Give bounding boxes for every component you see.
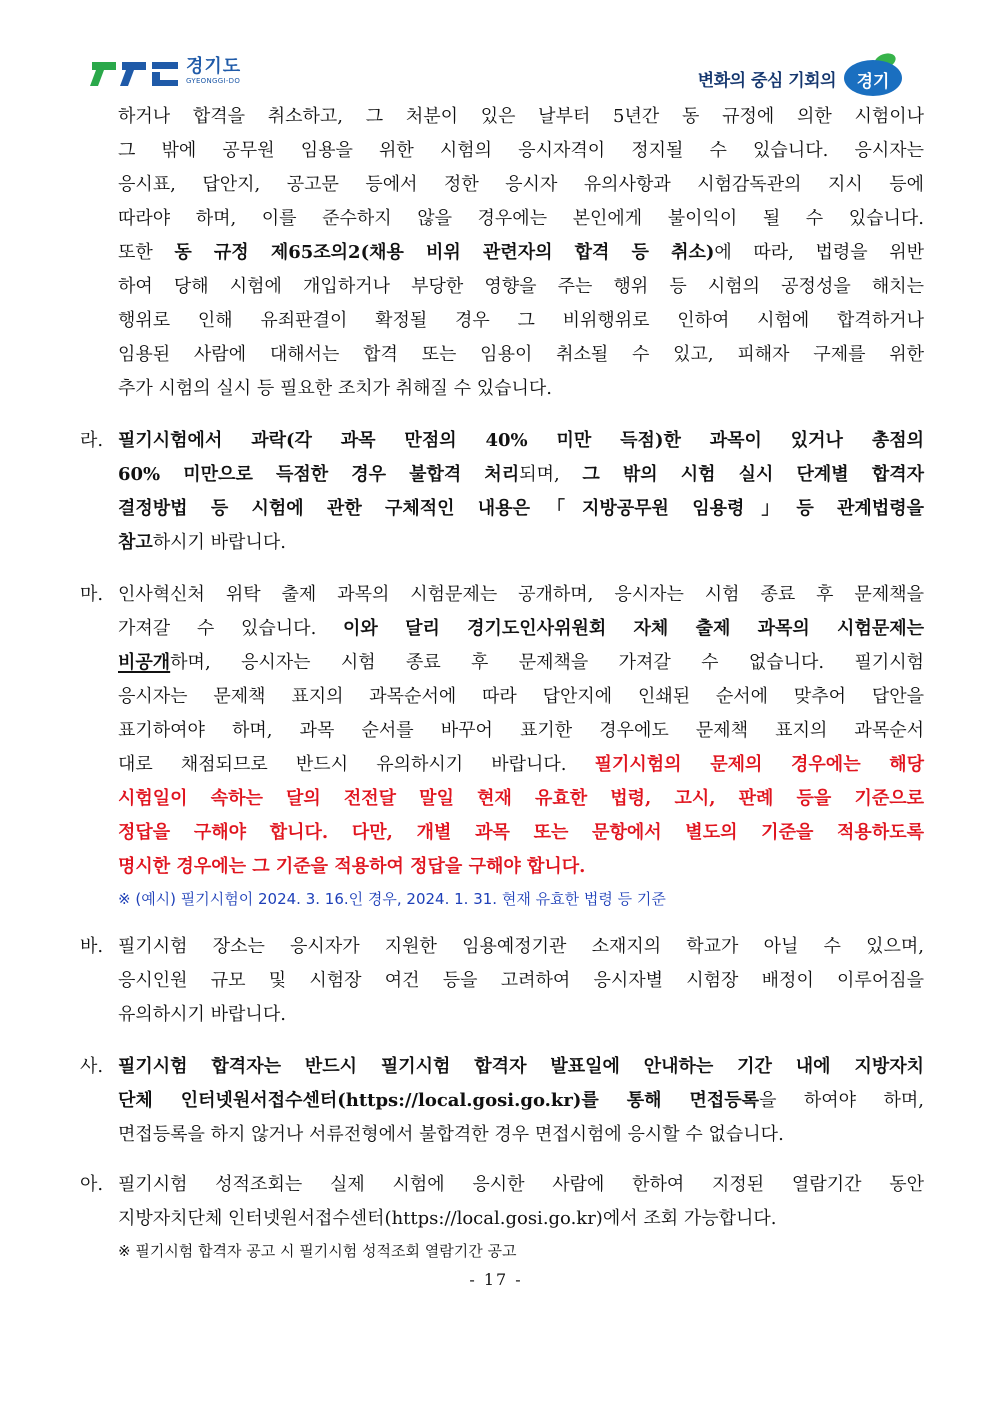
bold-text: 단체 인터넷원서접수센터(https://local.gosi.go.kr)를 통해 면접등록 [118, 1090, 760, 1111]
item-marker: 아. [80, 1174, 104, 1195]
text-line: 따라야 하며, 이를 준수하지 않을 경우에는 본인에게 불이익이 될 수 있습니다. [118, 208, 924, 229]
document-body [80, 100, 924, 1266]
item-ma [80, 578, 924, 884]
text-line: 임용된 사람에 대해서는 합격 또는 임용이 취소될 수 있고, 피해자 구제를 위한 [118, 344, 924, 365]
red-emphasis-line: 정답을 구해야 합니다. 다만, 개별 과목 또는 문항에서 별도의 기준을 적용하도록 [118, 822, 924, 843]
text-line: 인사혁신처 위탁 출제 과목의 시험문제는 공개하며, 응시자는 시험 종료 후 문제책을 [118, 584, 924, 605]
text-line [118, 1084, 924, 1118]
bold-text: 60% 미만으로 득점한 경우 불합격 처리 [118, 464, 520, 485]
text-line [118, 236, 924, 270]
text-span: 가져갈 수 있습니다. [118, 618, 344, 639]
logo-english-text: GYEONGGI-DO [186, 77, 241, 85]
text-line: 표기하여야 하며, 과목 순서를 바꾸어 표기한 경우에도 문제책 표지의 과목순서 [118, 720, 924, 741]
text-line [118, 458, 924, 492]
item-marker: 라. [80, 430, 104, 451]
notice-note: ※ 필기시험 합격자 공고 시 필기시험 성적조회 열람기간 공고 [118, 1242, 517, 1260]
text-line: 필기시험 합격자는 반드시 필기시험 합격자 발표일에 안내하는 기간 내에 지방자치 [118, 1056, 924, 1077]
text-span: 또한 [118, 242, 175, 263]
text-line: 면접등록을 하지 않거나 서류전형에서 불합격한 경우 면접시험에 응시할 수 없습니다. [118, 1124, 784, 1145]
item-marker: 마. [80, 584, 104, 605]
gyeonggi-logo [90, 58, 241, 90]
example-note: ※ (예시) 필기시험이 2024. 3. 16.인 경우, 2024. 1. 31. 현재 유효한 법령 등 기준 [118, 890, 666, 908]
text-span: 하시기 바랍니다. [152, 532, 286, 553]
text-line: 결정방법 등 시험에 관한 구체적인 내용은「지방공무원 임용령」등 관계법령을 [118, 498, 924, 519]
bold-text: 동 규정 제65조의2(채용 비위 관련자의 합격 등 취소) [174, 242, 715, 263]
text-line [118, 526, 924, 560]
text-line: 하여 당해 시험에 개입하거나 부당한 영향을 주는 행위 등 시험의 공정성을 해치는 [118, 276, 924, 297]
text-line: 지방자치단체 인터넷원서접수센터(https://local.gosi.go.kr)에서 조회 가능합니다. [118, 1208, 777, 1229]
text-line: 응시인원 규모 및 시험장 여건 등을 고려하여 응시자별 시험장 배정이 이루어짐을 [118, 970, 924, 991]
item-ra [80, 424, 924, 560]
item-marker: 사. [80, 1056, 104, 1077]
text-line: 유의하시기 바랍니다. [118, 1004, 286, 1025]
text-line: 필기시험 성적조회는 실제 시험에 응시한 사람에 한하여 지정된 열람기간 동안 [118, 1174, 924, 1195]
slogan-text: 변화의 중심 기회의 [697, 70, 836, 91]
text-line: 필기시험에서 과락(각 과목 만점의 40% 미만 득점)한 과목이 있거나 총점의 [118, 430, 924, 451]
gyeonggi-logo-mark-icon [90, 58, 180, 90]
item-ba [80, 930, 924, 1032]
text-line: 응시자는 문제책 표지의 과목순서에 따라 답안지에 인쇄된 순서에 맞추어 답안을 [118, 686, 924, 707]
text-line: 필기시험 장소는 응시자가 지원한 임용예정기관 소재지의 학교가 아닐 수 있으며, [118, 936, 924, 957]
red-emphasis-line: 시험일이 속하는 달의 전전달 말일 현재 유효한 법령, 고시, 판례 등을 기준으로 [118, 788, 924, 809]
text-span: 되며, [519, 464, 583, 485]
text-line [118, 748, 924, 782]
text-line: 추가 시험의 실시 등 필요한 조치가 취해질 수 있습니다. [118, 378, 553, 399]
text-span: 대로 채점되므로 반드시 유의하시기 바랍니다. [118, 754, 595, 775]
text-span: 에 따라, 법령을 위반 [714, 242, 925, 263]
gyeonggi-badge-text: 경기 [856, 72, 890, 92]
logo-korean-text: 경기도 [186, 56, 242, 77]
text-span: 을 하여야 하며, [759, 1090, 924, 1111]
page-number: - 17 - [469, 1270, 523, 1289]
text-line: 응시표, 답안지, 공고문 등에서 정한 응시자 유의사항과 시험감독관의 지시 등에 [118, 174, 924, 195]
page-header [0, 0, 992, 100]
text-span: 하며, 응시자는 시험 종료 후 문제책을 가져갈 수 없습니다. 필기시험 [170, 652, 924, 673]
intro-paragraph [80, 100, 924, 406]
text-line [118, 612, 924, 646]
gyeonggi-badge-icon [840, 60, 904, 96]
text-line: 하거나 합격을 취소하고, 그 처분이 있은 날부터 5년간 동 규정에 의한 시험이나 [118, 106, 924, 127]
text-line: 행위로 인해 유죄판결이 확정될 경우 그 비위행위로 인하여 시험에 합격하거나 [118, 310, 924, 331]
text-line: 그 밖에 공무원 임용을 위한 시험의 응시자격이 정지될 수 있습니다. 응시자는 [118, 140, 924, 161]
item-marker: 바. [80, 936, 104, 957]
slogan-block [698, 60, 904, 96]
text-line [118, 646, 924, 680]
red-emphasis-line: 명시한 경우에는 그 기준을 적용하여 정답을 구해야 합니다. [118, 856, 586, 877]
bold-text: 그 밖의 시험 실시 단계별 합격자 [582, 464, 924, 485]
bold-text: 이와 달리 경기도인사위원회 자체 출제 과목의 시험문제는 [343, 618, 924, 639]
bold-text: 참고 [118, 532, 153, 553]
item-sa [80, 1050, 924, 1152]
item-a [80, 1168, 924, 1236]
bold-underlined-text: 비공개 [118, 652, 171, 673]
red-emphasis-text: 필기시험의 문제의 경우에는 해당 [594, 754, 925, 775]
